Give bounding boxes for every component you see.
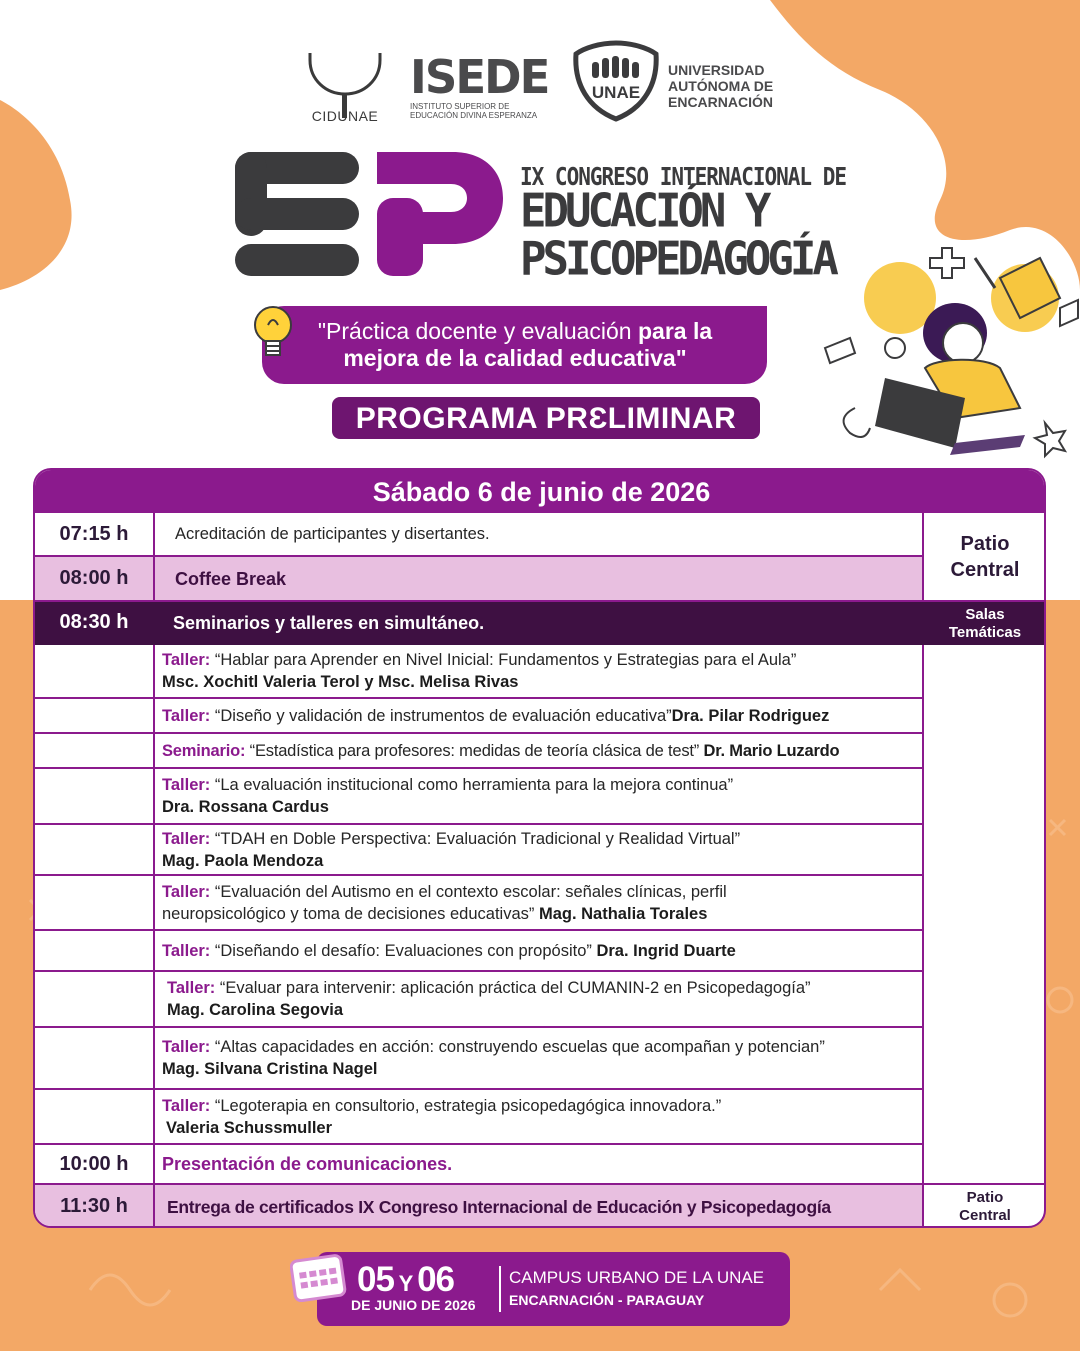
slogan-part-2-bold: mejora de la calidad educativa" (343, 345, 687, 371)
slogan-part-1-bold: para la (637, 318, 713, 344)
isede-logo (410, 52, 560, 124)
schedule-time: 07:15 h (35, 513, 155, 555)
unae-shield-icon (572, 40, 660, 122)
slogan-text (300, 318, 730, 372)
venue-patio-central-2 (922, 1183, 1046, 1228)
schedule-activity (162, 1145, 916, 1183)
schedule-activity-text: Presentación de comunicaciones. (162, 1154, 453, 1174)
session (162, 931, 916, 970)
session-title: “Evaluar para intervenir: aplicación práctica del CUMANIN-2 en Psicopedagogía” (215, 979, 811, 997)
session-label: Taller: (162, 1096, 211, 1115)
session-speaker: Mag. Nathalia Torales (538, 904, 708, 923)
schedule-activity (173, 602, 916, 643)
session-row (35, 876, 922, 931)
session-speaker: Msc. Xochitl Valeria Terol y Msc. Melisa Rivas (162, 673, 519, 691)
session-title: “TDAH en Doble Perspectiva: Evaluación Tradicional y Realidad Virtual” (210, 829, 741, 848)
student-laptop-illustration (815, 238, 1080, 463)
session-title: “La evaluación institucional como herramienta para la mejora continua” (210, 776, 734, 794)
schedule-row (35, 602, 922, 645)
venue-text: Central (959, 1206, 1011, 1224)
slogan-banner (262, 306, 767, 384)
session (162, 825, 916, 874)
schedule-table (33, 468, 1046, 1228)
session-speaker: Dra. Rossana Cardus (162, 798, 329, 816)
event-month: DE JUNIO DE 2026 (351, 1297, 476, 1313)
session-row (35, 1090, 922, 1145)
congress-title-line-3: PSICOPEDAGOGÍA (520, 231, 835, 286)
programa-title: PROGRAMA PRƐLIMINAR (332, 397, 760, 439)
session (162, 769, 916, 823)
schedule-time: 08:30 h (35, 602, 155, 643)
session (162, 876, 792, 929)
isede-wordmark: ISEDE (410, 50, 549, 104)
session-speaker: Dra. Ingrid Duarte (596, 941, 736, 960)
session-row (35, 825, 922, 876)
schedule-activity-text: Seminarios y talleres en simultáneo. (173, 612, 485, 633)
event-date-banner (317, 1252, 790, 1326)
session-label: Taller: (162, 941, 211, 960)
schedule-date-title: Sábado 6 de junio de 2026 (35, 470, 1046, 513)
event-place-2: ENCARNACIÓN - PARAGUAY (509, 1292, 705, 1308)
ep-monogram-icon (233, 152, 508, 277)
schedule-row (35, 1145, 922, 1185)
session-label: Taller: (162, 651, 211, 669)
schedule-time: 11:30 h (35, 1185, 155, 1228)
session-title: “Legoterapia en consultorio, estrategia psicopedagógica innovadora.” (210, 1096, 722, 1115)
schedule-activity-text: Entrega de certificados IX Congreso Internacional de Educación y Psicopedagogía (167, 1196, 831, 1217)
unae-name-line-2: AUTÓNOMA DE (668, 78, 774, 94)
venue-empty (922, 645, 1046, 1185)
session-speaker: Mag. Carolina Segovia (167, 1001, 344, 1019)
venue-salas-tematicas (922, 602, 1046, 645)
calendar-icon (290, 1250, 348, 1302)
event-days (357, 1260, 454, 1300)
schedule-time: 08:00 h (35, 557, 155, 600)
session-speaker: Dra. Pilar Rodriguez (671, 706, 830, 725)
unae-name (668, 62, 798, 110)
schedule-activity (175, 513, 916, 555)
session-speaker: Mag. Paola Mendoza (162, 851, 324, 870)
session-label: Taller: (162, 1038, 211, 1056)
event-day-conj: Y (398, 1271, 412, 1296)
venue-patio-central (922, 513, 1046, 602)
congress-title-line-1: IX CONGRESO INTERNACIONAL DE (520, 162, 847, 191)
venue-text: Patio (960, 532, 1010, 555)
session (162, 1028, 916, 1088)
session-speaker: Mag. Silvana Cristina Nagel (162, 1060, 378, 1078)
congress-title (520, 162, 847, 286)
venue-text: Patio (966, 1188, 1004, 1206)
event-day-1: 05 (357, 1260, 394, 1299)
schedule-time: 10:00 h (35, 1145, 155, 1183)
session-title: “Altas capacidades en acción: construyendo escuelas que acompañan y potencian” (210, 1038, 825, 1056)
session (162, 734, 920, 767)
isede-sub-line-1: INSTITUTO SUPERIOR DE (410, 102, 510, 111)
session-speaker: Dr. Mario Luzardo (703, 741, 840, 760)
session-title: “Evaluación del Autismo en el contexto escolar: señales clínicas, perfil neuropsicológico y toma de decisiones educativas” (162, 882, 727, 923)
schedule-activity (167, 1185, 916, 1228)
session (162, 1090, 916, 1143)
session-title: “Diseño y validación de instrumentos de evaluación educativa” (210, 706, 672, 725)
schedule-row (35, 513, 922, 557)
session-title: “Hablar para Aprender en Nivel Inicial: Fundamentos y Estrategias para el Aula” (210, 651, 797, 669)
session (167, 972, 916, 1026)
slogan-part-1: "Práctica docente y evaluación (317, 318, 638, 344)
cidunae-text: CIDUNAE (311, 108, 379, 124)
banner-divider (499, 1266, 501, 1312)
session-row (35, 972, 922, 1028)
session-row (35, 769, 922, 825)
unae-name-line-1: UNIVERSIDAD (668, 62, 765, 78)
session-row (35, 734, 922, 769)
session-speaker: Valeria Schussmuller (166, 1118, 333, 1137)
event-day-2: 06 (417, 1260, 454, 1299)
session-label: Seminario: (162, 741, 246, 760)
session-title: “Diseñando el desafío: Evaluaciones con propósito” (210, 941, 597, 960)
session (162, 699, 916, 732)
session-label: Taller: (162, 776, 211, 794)
session-label: Taller: (162, 706, 211, 725)
session-row (35, 1028, 922, 1090)
venue-text: Temáticas (948, 623, 1022, 641)
schedule-row (35, 557, 922, 602)
congress-title-line-2: EDUCACIÓN Y (520, 183, 768, 238)
cidunae-logo (300, 48, 390, 128)
session-row (35, 645, 922, 699)
lightbulb-icon (250, 303, 296, 367)
unae-logo (572, 40, 792, 122)
session-label: Taller: (162, 829, 211, 848)
venue-text: Central (950, 558, 1020, 581)
session-row (35, 931, 922, 972)
unae-badge-text: UNAE (591, 83, 641, 102)
session-label: Taller: (167, 979, 216, 997)
session-row (35, 699, 922, 734)
unae-name-line-3: ENCARNACIÓN (668, 94, 773, 110)
schedule-activity (175, 557, 916, 600)
event-place-1: CAMPUS URBANO DE LA UNAE (509, 1268, 765, 1287)
isede-sub-line-2: EDUCACIÓN DIVINA ESPERANZA (410, 111, 538, 120)
venue-text: Salas (965, 605, 1005, 623)
schedule-activity-text: Coffee Break (175, 568, 287, 589)
session (162, 645, 916, 697)
schedule-row (35, 1185, 922, 1228)
session-title: “Estadística para profesores: medidas de teoría clásica de test” (245, 741, 704, 760)
schedule-activity-text: Acreditación de participantes y disertantes. (175, 525, 490, 543)
session-label: Taller: (162, 882, 211, 901)
